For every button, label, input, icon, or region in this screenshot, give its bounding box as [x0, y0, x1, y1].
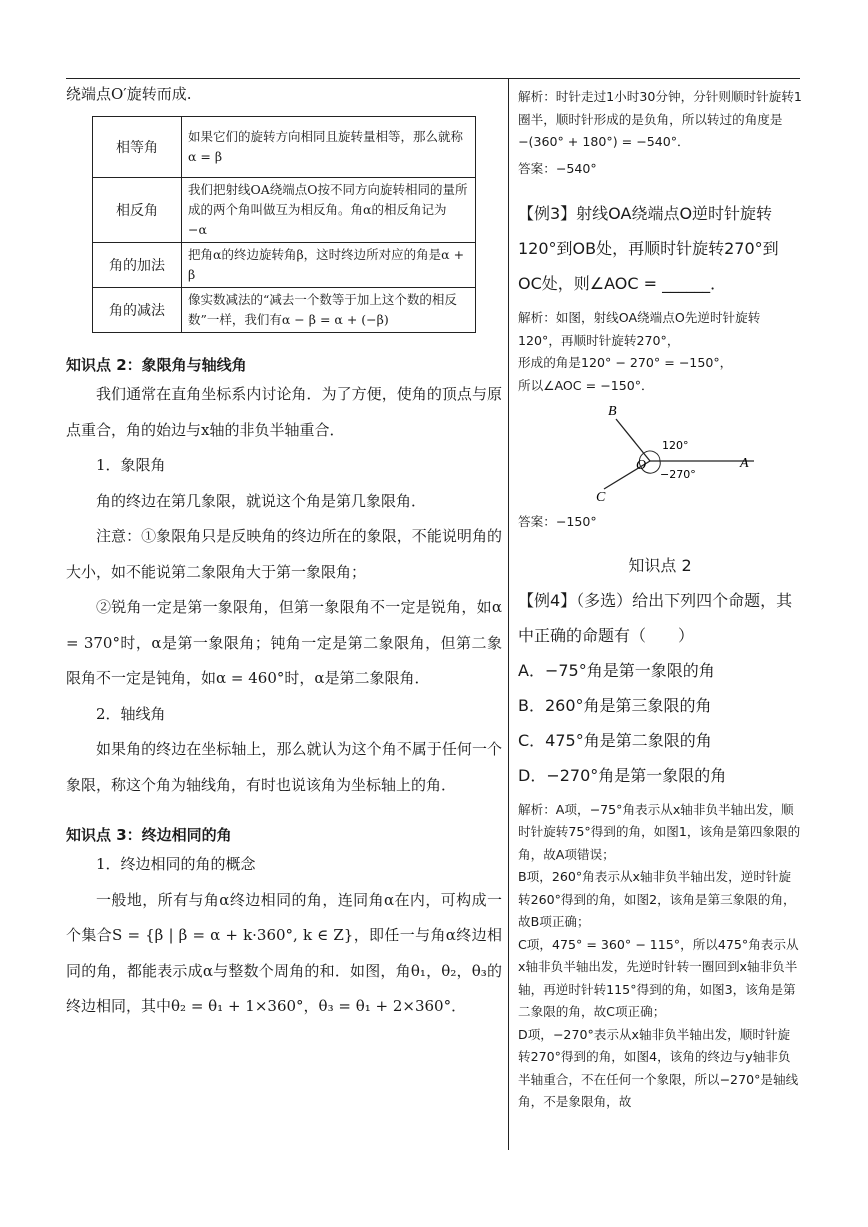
table-label: 相等角 — [93, 117, 182, 178]
label-b: B — [608, 404, 617, 419]
kp3-subheading-1: 1．终边相同的角的概念 — [96, 855, 256, 873]
table-label: 角的减法 — [93, 288, 182, 333]
angle-operations-table — [92, 116, 476, 333]
knowledge-point-title: 知识点 2 — [628, 555, 692, 575]
table-label: 相反角 — [93, 178, 182, 243]
table-row — [93, 117, 476, 178]
label-c: C — [596, 490, 606, 505]
table-row — [93, 243, 476, 288]
kp2-paragraph-2: 如果角的终边在坐标轴上，那么就认为这个角不属于任何一个象限，称这个角为轴线角，有时也说该角为坐标轴上的角． — [66, 740, 502, 794]
example4-analysis-b: B项，260°角表示从x轴非负半轴出发，逆时针旋转260°得到的角，如图2，该角是第三象限的角，故B项正确； — [518, 869, 796, 929]
example3-answer: 答案：−150° — [518, 514, 597, 529]
example4-analysis-d: D项，−270°表示从x轴非负半轴出发，顺时针旋转270°得到的角，如图4，该角的终边与y轴非负半轴重合，不在任何一个象限，所以−270°是轴线角，不是象限角，故 — [518, 1026, 799, 1109]
label-minus-270: −270° — [660, 468, 696, 481]
section-heading-kp2: 知识点 2：象限角与轴线角 — [66, 356, 247, 374]
top-rule — [66, 78, 800, 79]
kp2-note-2: ②锐角一定是第一象限角，但第一象限角不一定是锐角，如α = 370°时，α是第一象限角；钝角一定是第二象限角，但第二象限角不一定是钝角，如α = 460°时，α是第二象限角． — [66, 598, 502, 687]
kp2-note-1: 注意：①象限角只是反映角的终边所在的象限，不能说明角的大小，如不能说第二象限角大于第一象限角； — [66, 527, 502, 581]
example4-analysis-c: C项，475° = 360° − 115°，所以475°角表示从x轴非负半轴出发，先逆时针转一圈回到x轴非负半轴，再逆时针转115°得到的角，如图3，该角是第二象限的角，故C项正确； — [518, 936, 799, 1019]
table-text: 我们把射线OA绕端点O按不同方向旋转相同的量所成的两个角叫做互为相反角。角α的相反角记为 −α — [182, 178, 476, 243]
table-text: 如果它们的旋转方向相同且旋转量相等，那么就称α = β — [182, 117, 476, 178]
option-b: B．260°角是第三象限的角 — [518, 695, 712, 715]
example3-analysis-line1: 解析：如图，射线OA绕端点O先逆时针旋转120°，再顺时针旋转270°， — [518, 310, 761, 348]
kp3-paragraph-1: 一般地，所有与角α终边相同的角，连同角α在内，可构成一个集合S = {β | β = α + k·360°, k ∈ Z}，即任一与角α终边相同的角，都能表示成α与整数个周角的和．如图，角θ₁，θ₂，θ₃的终边相同，其中θ₂ = θ₁ + 1×360°，θ₃ = θ₁ + 2×360°． — [66, 890, 502, 1015]
label-o: O — [636, 458, 647, 473]
continuation-text: 绕端点O′旋转而成. — [66, 85, 192, 103]
kp2-intro: 我们通常在直角坐标系内讨论角．为了方便，使角的顶点与原点重合，角的始边与x轴的非负半轴重合． — [66, 385, 502, 439]
table-row — [93, 288, 476, 333]
rotation-figure — [574, 401, 754, 509]
example4-question: 【例4】（多选）给出下列四个命题，其中正确的命题有（ ） — [518, 590, 793, 645]
table-row — [93, 178, 476, 243]
column-divider — [508, 78, 509, 1150]
kp2-paragraph-1: 角的终边在第几象限，就说这个角是第几象限角． — [96, 491, 427, 510]
label-120: 120° — [662, 439, 689, 452]
example3-analysis-line3: 所以∠AOC = −150°． — [518, 377, 654, 393]
kp2-subheading-2: 2．轴线角 — [96, 704, 166, 723]
example4-analysis-a: 解析：A项，−75°角表示从x轴非负半轴出发，顺时针旋转75°得到的角，如图1，该角是第四象限的角，故A项错误； — [518, 801, 801, 862]
right-column — [518, 80, 802, 1114]
option-d: D．−270°角是第一象限的角 — [518, 765, 727, 785]
section-heading-kp3: 知识点 3：终边相同的角 — [66, 826, 232, 844]
example2-answer: 答案：−540° — [518, 160, 597, 176]
left-column — [66, 80, 502, 1025]
table-label: 角的加法 — [93, 243, 182, 288]
option-a: A．−75°角是第一象限的角 — [518, 660, 715, 680]
label-a: A — [740, 456, 749, 471]
example3-question: 【例3】射线OA绕端点O逆时针旋转120°到OB处，再顺时针旋转270°到OC处，则∠AOC = ______． — [518, 204, 779, 293]
example3-analysis-line2: 形成的角是120° − 270° = −150°， — [518, 355, 733, 370]
table-text: 像实数减法的“减去一个数等于加上这个数的相反数”一样，我们有α − β = α + (−β) — [182, 288, 476, 333]
table-text: 把角α的终边旋转角β，这时终边所对应的角是α + β — [182, 243, 476, 288]
example2-analysis: 解析：时针走过1小时30分钟，分针则顺时针旋转1圈半，顺时针形成的是负角，所以转过的角度是 −(360° + 180°) = −540°． — [518, 89, 802, 149]
kp2-subheading-1: 1．象限角 — [96, 456, 166, 474]
ray-ob — [616, 419, 650, 461]
option-c: C．475°角是第二象限的角 — [518, 730, 712, 750]
